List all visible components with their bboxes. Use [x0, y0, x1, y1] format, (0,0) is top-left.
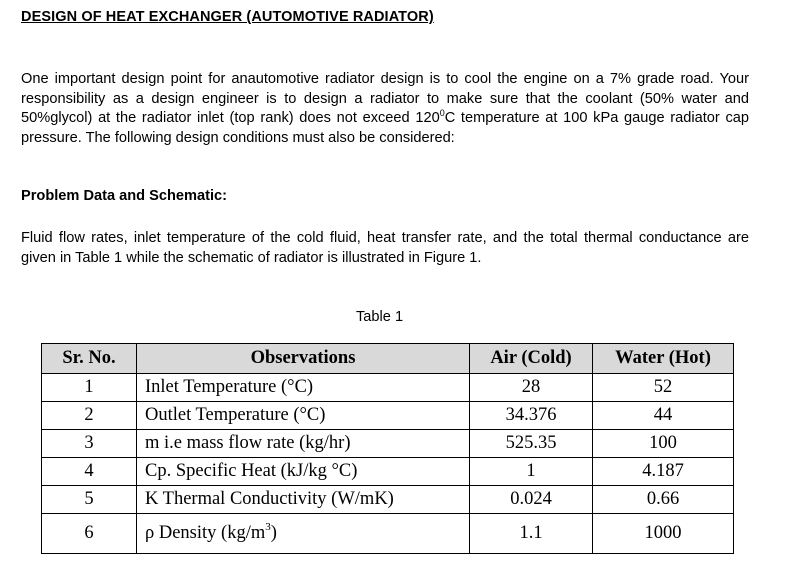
degree-superscript: 0	[439, 108, 445, 118]
header-water-hot: Water (Hot)	[593, 344, 734, 374]
table-caption: Table 1	[356, 309, 404, 325]
observations-table	[41, 343, 734, 554]
density-label: ρ Density (kg/m	[145, 523, 266, 543]
cell-water-value: 0.66	[593, 486, 734, 514]
header-observations: Observations	[137, 344, 470, 374]
cell-sr-no: 2	[42, 402, 137, 430]
table-row	[42, 486, 734, 514]
cell-sr-no: 4	[42, 458, 137, 486]
header-sr-no: Sr. No.	[42, 344, 137, 374]
cell-air-value: 1	[470, 458, 593, 486]
cubed-superscript: 3	[265, 521, 271, 533]
document-title: DESIGN OF HEAT EXCHANGER (AUTOMOTIVE RADIATOR)	[21, 9, 434, 25]
data-description-paragraph: Fluid flow rates, inlet temperature of the cold fluid, heat transfer rate, and the total thermal conductance are given in Table 1 while the schematic of radiator is illustrated in Figure 1.	[21, 230, 749, 266]
cell-water-value: 100	[593, 430, 734, 458]
cell-water-value: 1000	[593, 514, 734, 554]
cell-sr-no: 6	[42, 514, 137, 554]
cell-observation: m i.e mass flow rate (kg/hr)	[137, 430, 470, 458]
intro-text-start: One important design point for anautomotive radiator design is to cool the engine on a 7% grade road. Your responsibility as a design engineer is to design a radiator to make sure that the coolant (50% water and 50%glycol) at the radiator inlet (top rank) does not exceed 120	[21, 71, 749, 126]
cell-sr-no: 3	[42, 430, 137, 458]
intro-paragraph	[21, 70, 749, 148]
cell-water-value: 52	[593, 374, 734, 402]
table-row	[42, 458, 734, 486]
cell-air-value: 0.024	[470, 486, 593, 514]
cell-observation: Outlet Temperature (°C)	[137, 402, 470, 430]
table-row	[42, 430, 734, 458]
intro-text-end: C temperature at 100 kPa gauge radiator cap pressure. The following design conditions must also be considered:	[21, 110, 749, 146]
header-air-cold: Air (Cold)	[470, 344, 593, 374]
table-row	[42, 514, 734, 554]
table-header-row	[42, 344, 734, 374]
cell-observation: K Thermal Conductivity (W/mK)	[137, 486, 470, 514]
cell-sr-no: 5	[42, 486, 137, 514]
cell-water-value: 4.187	[593, 458, 734, 486]
cell-observation: Inlet Temperature (°C)	[137, 374, 470, 402]
cell-observation: Cp. Specific Heat (kJ/kg °C)	[137, 458, 470, 486]
table-row	[42, 402, 734, 430]
cell-air-value: 34.376	[470, 402, 593, 430]
density-label-close: )	[270, 523, 277, 543]
cell-air-value: 28	[470, 374, 593, 402]
section-heading: Problem Data and Schematic:	[21, 188, 227, 204]
cell-air-value: 1.1	[470, 514, 593, 554]
table-row	[42, 374, 734, 402]
cell-water-value: 44	[593, 402, 734, 430]
cell-observation	[137, 514, 470, 554]
cell-sr-no: 1	[42, 374, 137, 402]
cell-air-value: 525.35	[470, 430, 593, 458]
